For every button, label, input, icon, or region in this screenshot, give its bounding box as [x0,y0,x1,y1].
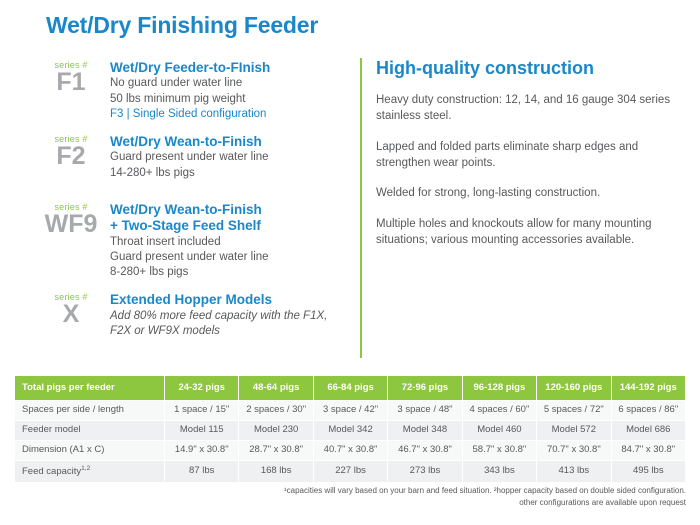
construction-paragraph: Multiple holes and knockouts allow for many mounting situations; various mounting accessories available. [376,218,652,247]
series-body-f1 [110,60,360,122]
series-body-f2 [110,134,360,181]
series-badge-x [40,292,102,327]
cell: 40.7" x 30.8" [313,440,387,460]
cell: 46.7" x 30.8" [388,440,462,460]
spec-table-wrapper [14,375,686,483]
construction-heading: High-quality construction [376,58,594,78]
series-line: Guard present under water line [110,151,269,164]
series-line: 50 lbs minimum pig weight [110,92,246,105]
series-hash-label: series # [54,60,88,70]
cell: 495 lbs [611,460,685,482]
footnote-line-2: other configurations are available upon request [519,497,686,507]
series-line: F2X or WF9X models [110,325,220,338]
col-header-2: 48-64 pigs [239,376,313,401]
col-header-1: 24-32 pigs [165,376,239,401]
series-heading: Wet/Dry Feeder-to-FInish [110,60,271,75]
cell: Model 348 [388,420,462,440]
col-header-total-pigs: Total pigs per feeder [15,376,165,401]
series-heading: Wet/Dry Wean-to-Finish [110,133,262,149]
series-heading: Wet/Dry Wean-to-Finish [110,201,262,217]
cell: 1 space / 15" [165,401,239,421]
cell: 413 lbs [537,460,611,482]
table-row [15,420,686,440]
cell: 4 spaces / 60" [462,401,536,421]
col-header-7: 144-192 pigs [611,376,685,401]
table-header-row [15,376,686,401]
cell: Model 230 [239,420,313,440]
series-badge-wf9 [40,202,102,237]
cell: Model 572 [537,420,611,440]
series-hash-label: series # [54,201,88,212]
cell: 227 lbs [313,460,387,482]
series-line: Guard present under water line [110,251,269,264]
series-code: F1 [56,68,86,96]
row-label-superscript: 1,2 [81,464,91,472]
table-row [15,460,686,482]
table-row [15,440,686,460]
series-code: F2 [56,141,86,170]
series-line-config: F3 | Single Sided configuration [110,107,267,120]
series-hash-label: series # [54,292,88,303]
construction-paragraph: Welded for strong, long-lasting construction. [376,187,601,200]
series-list [40,60,360,360]
cell: 343 lbs [462,460,536,482]
series-badge-f1 [40,60,102,95]
col-header-5: 96-128 pigs [462,376,536,401]
row-label: Feed capacity [22,465,82,477]
col-header-6: 120-160 pigs [537,376,611,401]
cell: 6 spaces / 86" [611,401,685,421]
series-line: Add 80% more feed capacity with the F1X, [110,309,328,322]
series-hash-label: series # [54,133,88,144]
series-badge-f2 [40,134,102,169]
series-body-wf9 [110,202,360,280]
construction-paragraph: Lapped and folded parts eliminate sharp edges and strengthen wear points. [376,140,639,169]
series-line: No guard under water line [110,77,243,90]
cell: 58.7" x 30.8" [462,440,536,460]
series-code: WF9 [44,209,98,238]
cell: 87 lbs [165,460,239,482]
cell: Model 686 [611,420,685,440]
footnote-line-1: ¹capacities will vary based on your barn and feed situation. ²hopper capacity based on double sided configuration. [283,486,686,495]
series-item-wf9 [40,202,360,280]
col-header-3: 66-84 pigs [313,376,387,401]
series-code: X [62,300,80,329]
cell: 28.7" x 30.8" [239,440,313,460]
series-heading: Extended Hopper Models [110,292,273,308]
cell: Model 115 [165,420,239,440]
series-item-x [40,292,360,348]
vertical-divider [360,58,362,358]
spec-table-head [15,376,686,401]
series-line: 14-280+ lbs pigs [110,166,195,179]
cell: 273 lbs [388,460,462,482]
cell: 5 spaces / 72" [537,401,611,421]
spec-table-body [15,401,686,483]
cell: 84.7" x 30.8" [611,440,685,460]
series-line: Throat insert included [110,235,221,248]
series-line: 8-280+ lbs pigs [110,266,189,279]
row-label: Dimension (A1 x C) [15,440,165,460]
table-row [15,401,686,421]
cell: 70.7" x 30.8" [537,440,611,460]
construction-section [376,58,676,264]
cell: Model 342 [313,420,387,440]
row-label: Spaces per side / length [15,401,165,421]
cell: 168 lbs [239,460,313,482]
cell: 14.9" x 30.8" [165,440,239,460]
cell: Model 460 [462,420,536,440]
cell: 2 spaces / 30" [239,401,313,421]
cell: 3 space / 48" [388,401,462,421]
col-header-4: 72-96 pigs [388,376,462,401]
footnotes [146,485,686,508]
series-body-x [110,292,360,339]
spec-table [14,375,686,483]
row-label-cell [15,460,165,482]
series-heading-second-line: + Two-Stage Feed Shelf [110,218,261,234]
page-title: Wet/Dry Finishing Feeder [46,12,319,38]
row-label: Feeder model [15,420,165,440]
series-item-f1 [40,60,360,122]
series-item-f2 [40,134,360,190]
cell: 3 space / 42" [313,401,387,421]
construction-paragraph: Heavy duty construction: 12, 14, and 16 gauge 304 series stainless steel. [376,94,671,122]
